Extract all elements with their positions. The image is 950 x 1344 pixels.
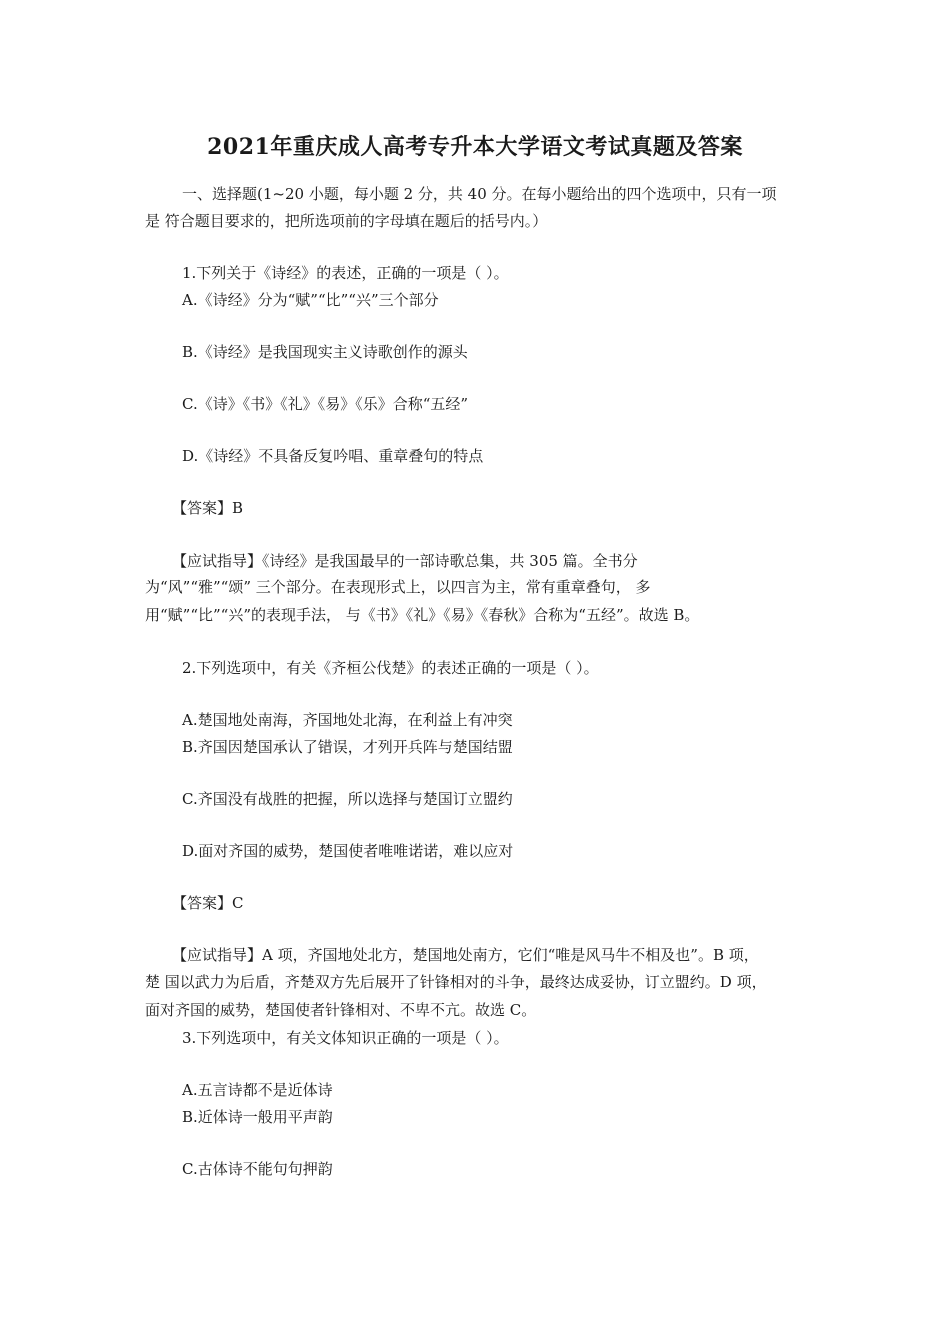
document-title: 2021年重庆成人高考专升本大学语文考试真题及答案 [207, 134, 743, 160]
q1-option-b: B.《诗经》是我国现实主义诗歌创作的源头 [182, 343, 468, 361]
q2-answer: 【答案】C [172, 894, 244, 912]
intro-line-1: 一、选择题(1~20 小题，每小题 2 分，共 40 分。在每小题给出的四个选项中，只有一项 [182, 185, 777, 203]
q3-option-a: A.五言诗都不是近体诗 [182, 1081, 333, 1099]
q2-option-c: C.齐国没有战胜的把握，所以选择与楚国订立盟约 [182, 790, 513, 808]
q1-option-a: A.《诗经》分为“赋”“比”“兴”三个部分 [182, 291, 439, 309]
intro-line-2: 是 符合题目要求的，把所选项前的字母填在题后的括号内。） [145, 212, 548, 230]
q1-guide-line-3: 用“赋”“比”“兴”的表现手法， 与《书》《礼》《易》《春秋》合称为“五经”。故选 B。 [145, 606, 700, 624]
q2-option-a: A.楚国地处南海，齐国地处北海，在利益上有冲突 [182, 711, 513, 729]
q2-option-b: B.齐国因楚国承认了错误，才列开兵阵与楚国结盟 [182, 738, 513, 756]
q1-guide-line-2: 为“风”“雅”“颂” 三个部分。在表现形式上，以四言为主，常有重章叠句， 多 [145, 578, 651, 596]
q3-option-b: B.近体诗一般用平声韵 [182, 1108, 333, 1126]
q1-stem: 1.下列关于《诗经》的表述，正确的一项是（ ）。 [182, 264, 509, 282]
q3-option-c: C.古体诗不能句句押韵 [182, 1160, 333, 1178]
q1-answer: 【答案】B [172, 499, 244, 517]
q1-guide-line-1: 【应试指导】《诗经》是我国最早的一部诗歌总集，共 305 篇。全书分 [172, 552, 638, 570]
q2-stem: 2.下列选项中，有关《齐桓公伐楚》的表述正确的一项是（ ）。 [182, 659, 599, 677]
q2-guide-line-1: 【应试指导】A 项，齐国地处北方，楚国地处南方，它们“唯是风马牛不相及也”。B 项， [172, 946, 759, 964]
q3-stem: 3.下列选项中，有关文体知识正确的一项是（ ）。 [182, 1029, 509, 1047]
q1-option-d: D.《诗经》不具备反复吟唱、重章叠句的特点 [182, 447, 484, 465]
q2-guide-line-2: 楚 国以武力为后盾，齐楚双方先后展开了针锋相对的斗争，最终达成妥协，订立盟约。D 项， [145, 973, 767, 991]
q2-option-d: D.面对齐国的威势，楚国使者唯唯诺诺，难以应对 [182, 842, 514, 860]
q2-guide-line-3: 面对齐国的威势，楚国使者针锋相对、不卑不亢。故选 C。 [145, 1001, 537, 1019]
q1-option-c: C.《诗》《书》《礼》《易》《乐》合称“五经” [182, 395, 469, 413]
